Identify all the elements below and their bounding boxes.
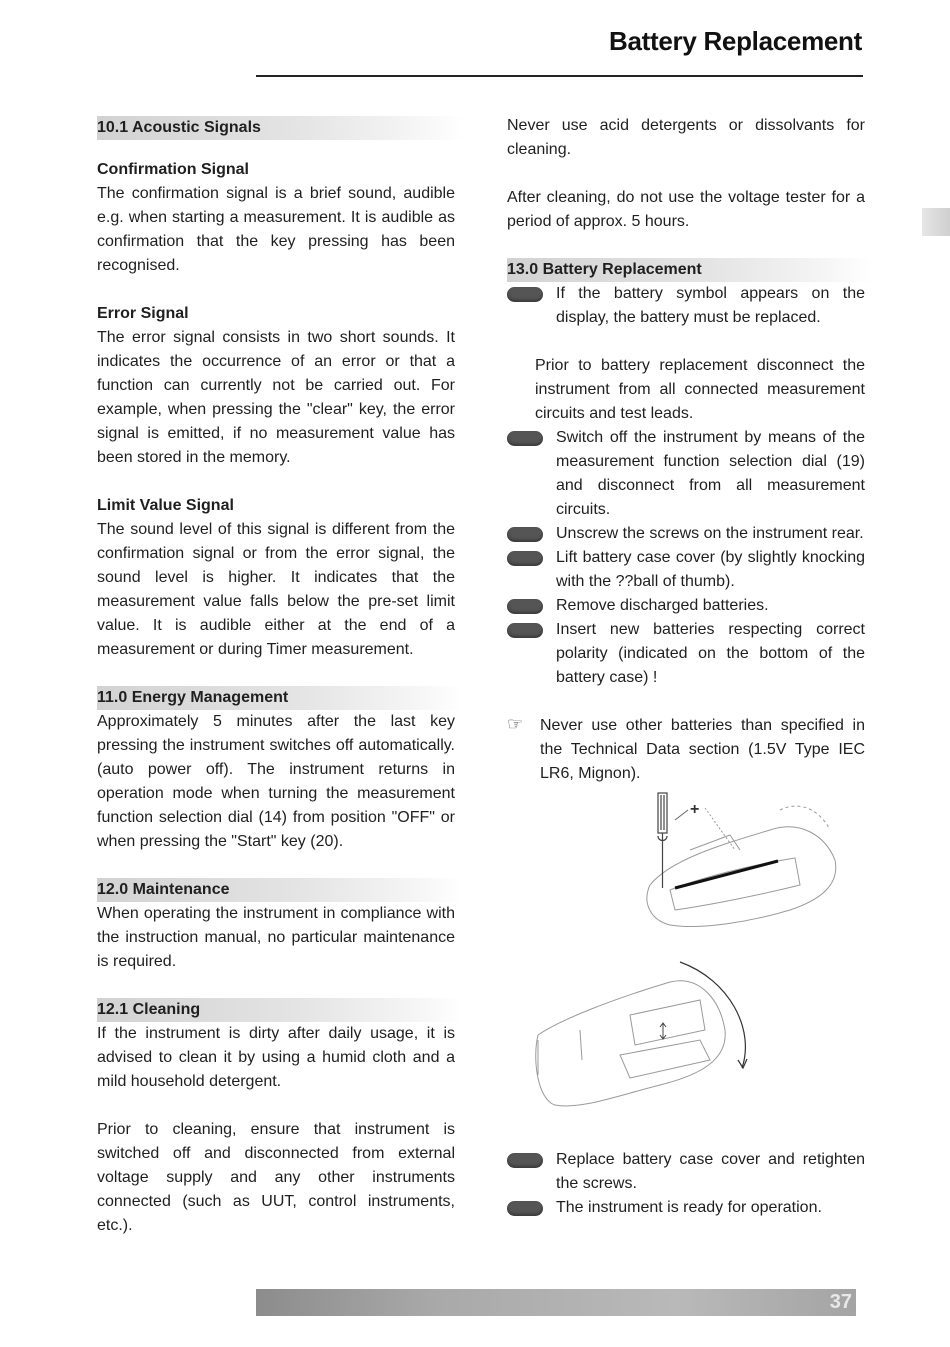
bullet-pill-icon [507,623,543,638]
paragraph-maintenance: When operating the instrument in compliance with the instruction manual, no particular maintenance is required. [97,905,455,970]
paragraph-cleaning: If the instrument is dirty after daily usage, it is advised to clean it by using a humid cloth and a mild household detergent. [97,1025,455,1090]
bullet-pill-icon [507,527,543,542]
step-remove-batteries: Remove discharged batteries. [507,594,865,618]
paragraph-cleaning-prior: Prior to cleaning, ensure that instrument is switched off and disconnected from external voltage supply and any other instruments connected (such as UUT, control instruments, etc.). [97,1121,455,1234]
bullet-pill-icon [507,287,543,302]
subheading-confirmation-signal: Confirmation Signal [97,161,249,178]
left-column [97,116,455,1238]
step-unscrew: Unscrew the screws on the instrument rear. [507,522,865,546]
footer-bar [256,1289,856,1316]
paragraph-prior-replacement: Prior to battery replacement disconnect the instrument from all connected measurement circuits and test leads. [535,357,865,422]
paragraph-confirmation-signal: The confirmation signal is a brief sound, audible e.g. when starting a measurement. It is audible as confirmation that the key pressing has been recognised. [97,185,455,274]
section-heading-acoustic-signals: 10.1 Acoustic Signals [97,116,463,140]
pointing-hand-icon: ☞ [507,714,524,734]
bullet-pill-icon [507,1153,543,1168]
section-heading-energy-management: 11.0 Energy Management [97,686,463,710]
step-switch-off: Switch off the instrument by means of the measurement function selection dial (19) and disconnect from all measurement circuits. [507,426,865,522]
subheading-error-signal: Error Signal [97,305,189,322]
step-insert-batteries: Insert new batteries respecting correct polarity (indicated on the bottom of the battery case) ! [507,618,865,690]
section-heading-cleaning: 12.1 Cleaning [97,998,463,1022]
battery-cover-illustration [530,960,755,1115]
bullet-pill-icon [507,599,543,614]
step-lift-cover: Lift battery case cover (by slightly knocking with the ??ball of thumb). [507,546,865,594]
section-heading-battery-replacement: 13.0 Battery Replacement [507,258,873,282]
final-steps [507,1148,865,1220]
subheading-limit-value-signal: Limit Value Signal [97,497,234,514]
paragraph-limit-value-signal: The sound level of this signal is different from the confirmation signal or from the error signal, the sound level is higher. It indicates that the measurement value falls below the pre-set limit value. It is audible either at the end of a measurement or during Timer measurement. [97,521,455,658]
page-number: 37 [829,1291,852,1313]
paragraph-error-signal: The error signal consists in two short sounds. It indicates the occurrence of an error or that a function can currently not be carried out. For example, when pressing the "clear" key, the error signal is emitted, if no measurement value has been stored in the memory. [97,329,455,466]
right-column [507,114,865,786]
step-battery-symbol: If the battery symbol appears on the display, the battery must be replaced. [507,282,865,330]
paragraph-no-acid: Never use acid detergents or dissolvants for cleaning. [507,117,865,158]
paragraph-energy-management: Approximately 5 minutes after the last key pressing the instrument switches off automatically. (auto power off). The instrument returns in operation mode when turning the measurement function selection dial (14) from position "OFF" or when pressing the "Start" key (20). [97,713,455,850]
side-tab-marker [922,208,950,236]
step-ready: The instrument is ready for operation. [507,1196,865,1220]
title-rule [256,75,863,77]
screwdriver-illustration [630,790,845,940]
bullet-pill-icon [507,431,543,446]
section-heading-maintenance: 12.0 Maintenance [97,878,463,902]
step-replace-cover: Replace battery case cover and retighten the screws. [507,1148,865,1196]
note-battery-type: ☞ Never use other batteries than specified in the Technical Data section (1.5V Type IEC LR6, Mignon). [507,714,865,782]
svg-text:+: + [690,801,700,818]
paragraph-after-cleaning: After cleaning, do not use the voltage tester for a period of approx. 5 hours. [507,189,865,230]
page-title: Battery Replacement [609,26,862,56]
bullet-pill-icon [507,551,543,566]
bullet-pill-icon [507,1201,543,1216]
